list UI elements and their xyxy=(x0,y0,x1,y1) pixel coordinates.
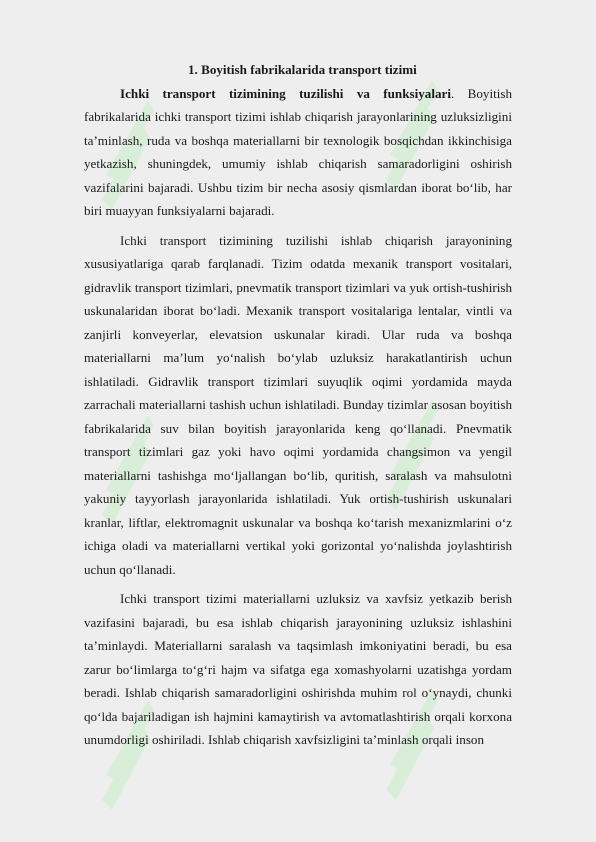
paragraph-1-text: . Boyitish fabrikalarida ichki transport tizimi ishlab chiqarish jarayonlarining uzluksizligini ta’minlash, ruda va boshqa materiallarni bir texnologik bosqichdan ikkinchisiga yetkazish, shuningdek, umumiy ishlab chiqarish samaradorligini oshirish vazifalarini bajaradi. Ushbu tizim bir necha asosiy qismlardan iborat bo‘lib, har biri muayyan funksiyalarni bajaradi. xyxy=(84,85,512,218)
paragraph-1-heading: Ichki transport tizimining tuzilishi va funksiyalari xyxy=(120,85,451,101)
paragraph-1 xyxy=(84,82,512,223)
section-title: 1. Boyitish fabrikalarida transport tizimi xyxy=(188,62,417,77)
document-body xyxy=(84,58,512,752)
paragraph-3: Ichki transport tizimi materiallarni uzluksiz va xavfsiz yetkazib berish vazifasini bajaradi, bu esa ishlab chiqarish jarayonining uzluksiz ishlashini ta’minlaydi. Materiallarni saralash va taqsimlash imkoniyatini beradi, bu esa zarur bo‘limlarga to‘g‘ri hajm va sifatga ega xomashyolarni uzatishga yordam beradi. Ishlab chiqarish samaradorligini oshirishda muhim rol o‘ynaydi, chunki qo‘lda bajariladigan ish hajmini kamaytirish va avtomatlashtirish orqali korxona unumdorligi oshiriladi. Ishlab chiqarish xavfsizligini ta’minlash orqali inson xyxy=(84,591,512,747)
paragraph-2: Ichki transport tizimining tuzilishi ishlab chiqarish jarayonining xususiyatlariga qarab farqlanadi. Tizim odatda mexanik transport vositalari, gidravlik transport tizimlari, pnevmatik transport tizimlari va yuk ortish-tushirish uskunalaridan iborat bo‘ladi. Mexanik transport vositalariga lentalar, vintli va zanjirli konveyerlar, elevatsion uskunalar kiradi. Ular ruda va boshqa materiallarni ma’lum yo‘nalish bo‘ylab uzluksiz harakatlantirish uchun ishlatiladi. Gidravlik transport tizimlari suyuqlik oqimi yordamida mayda zarrachali materiallarni tashish uchun ishlatiladi. Bunday tizimlar asosan boyitish fabrikalarida suv bilan boyitish jarayonlarida keng qo‘llanadi. Pnevmatik transport tizimlari gaz yoki havo oqimi yordamida changsimon va yengil materiallarni tashishga mo‘ljallangan bo‘lib, quritish, saralash va mahsulotni yakuniy tayyorlash jarayonlarida ishlatiladi. Yuk ortish-tushirish uskunalari kranlar, liftlar, elektromagnit uskunalar va boshqa ko‘tarish mexanizmlarini o‘z ichiga oladi va materiallarni vertikal yoki gorizontal yo‘nalishda joylashtirish uchun qo‘llanadi. xyxy=(84,232,512,577)
